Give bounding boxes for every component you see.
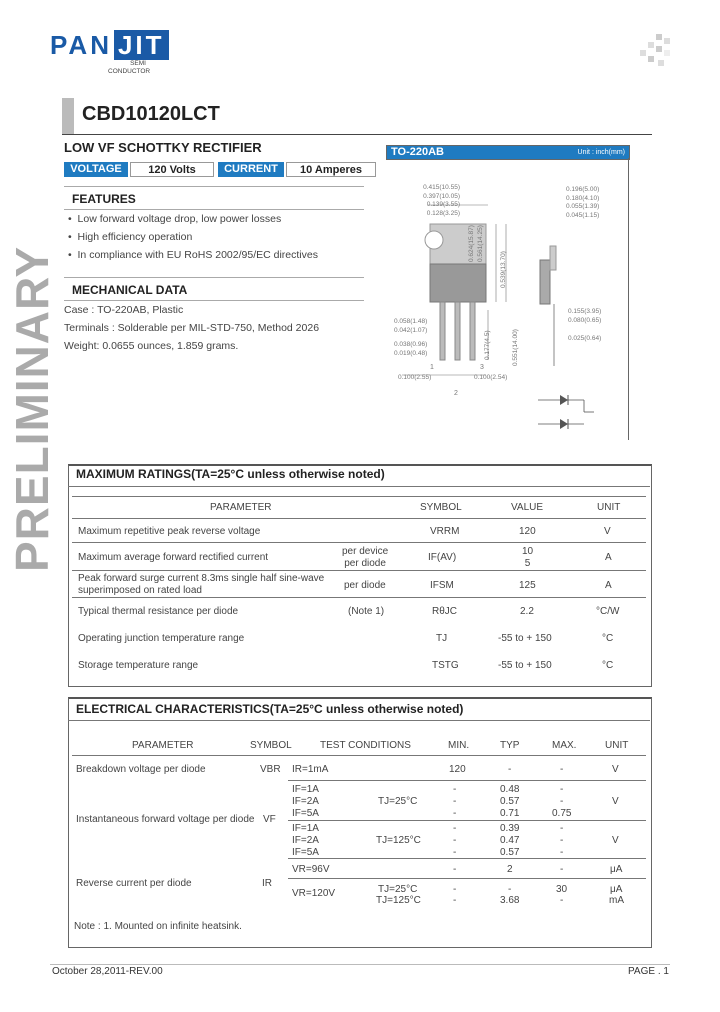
ec-header-parameter: PARAMETER: [132, 740, 194, 751]
ec-forward-typ: 0.57: [500, 796, 520, 807]
mr-row-symbol: RθJC: [432, 606, 458, 617]
brand-name-pan: PAN: [50, 30, 112, 60]
ec-reverse-temp: TJ=25°C: [378, 884, 418, 895]
mr-row-symbol: IFSM: [430, 580, 454, 591]
ec-breakdown-cond: IR=1mA: [292, 764, 329, 775]
ec-row-rule: [288, 878, 646, 879]
dim-label-lead-height: 0.539(13.70): [500, 251, 507, 288]
ec-header-test-conditions: TEST CONDITIONS: [320, 740, 411, 751]
ec-breakdown-max: -: [560, 764, 564, 775]
ec-forward-cond: IF=5A: [292, 847, 319, 858]
ec-forward-temp: TJ=25°C: [378, 796, 418, 807]
ec-row-rule: [288, 858, 646, 859]
ec-forward-min: -: [453, 823, 457, 834]
ec-header-typ: TYP: [500, 740, 520, 751]
features-list: [68, 210, 318, 264]
feature-item: • High efficiency operation: [68, 231, 193, 243]
mr-row-rule: [72, 597, 646, 598]
ec-header-symbol: SYMBOL: [250, 740, 292, 751]
ec-forward-min: -: [453, 847, 457, 858]
mechanical-heading: MECHANICAL DATA: [72, 283, 188, 297]
mr-row-value: 2.2: [520, 606, 534, 617]
dim-label-total-height: 0.551(14.00): [512, 329, 519, 366]
dim-label-pitch-a: 0.100(2.55): [398, 374, 432, 381]
ec-reverse-max: -: [560, 864, 564, 875]
ec-reverse-min: -: [453, 895, 457, 906]
ec-forward-typ: 0.47: [500, 835, 520, 846]
ec-reverse-typ: -: [508, 884, 512, 895]
title-tab: [62, 98, 74, 134]
ec-breakdown-min: 120: [449, 764, 466, 775]
ec-forward-cond: IF=5A: [292, 808, 319, 819]
ec-reverse-cond: VR=96V: [292, 864, 330, 875]
mechanical-item: Weight: 0.0655 ounces, 1.859 grams.: [64, 340, 239, 352]
mr-row-param: Peak forward surge current 8.3ms single half sine-wave superimposed on rated load: [78, 573, 325, 596]
mr-row-value: -55 to + 150: [498, 660, 552, 671]
brand-name-jit: JIT: [114, 30, 169, 60]
dim-labels-right: 0.196(5.00) 0.180(4.10) 0.055(1.39) 0.045(1.15): [566, 186, 600, 219]
part-number: CBD10120LCT: [82, 103, 220, 125]
mechanical-item: Case : TO-220AB, Plastic: [64, 304, 184, 316]
footnote: Note : 1. Mounted on infinite heatsink.: [74, 921, 242, 932]
ec-reverse-min: -: [453, 864, 457, 875]
ec-reverse-min: -: [453, 884, 457, 895]
product-subtitle: LOW VF SCHOTTKY RECTIFIER: [64, 140, 262, 155]
ec-reverse-temp: TJ=125°C: [376, 895, 421, 906]
current-label: CURRENT: [218, 162, 284, 177]
max-ratings-title: MAXIMUM RATINGS(TA=25°C unless otherwise noted): [76, 467, 385, 481]
max-ratings-top-rule: [72, 496, 646, 497]
ec-row-rule: [288, 820, 646, 821]
dim-labels-bottom-left: 0.058(1.48) 0.042(1.07) 0.038(0.96) 0.019(0.48): [394, 318, 428, 357]
mr-row-symbol: TSTG: [432, 660, 459, 671]
ec-row-rule: [288, 780, 646, 781]
ec-forward-cond: IF=2A: [292, 796, 319, 807]
ec-forward-max: -: [560, 835, 564, 846]
ec-reverse-max: -: [560, 895, 564, 906]
mr-header-unit: UNIT: [597, 502, 621, 513]
mr-header-parameter: PARAMETER: [210, 502, 272, 513]
mr-row-value: 120: [519, 526, 536, 537]
ec-forward-min: -: [453, 784, 457, 795]
dim-label-pitch-b: 0.100(2.54): [474, 374, 508, 381]
mr-row-param: Storage temperature range: [78, 660, 199, 671]
ec-reverse-param: Reverse current per diode: [76, 878, 192, 889]
ec-breakdown-typ: -: [508, 764, 512, 775]
ec-forward-max: -: [560, 796, 564, 807]
preliminary-watermark: PRELIMINARY: [6, 245, 58, 572]
ec-reverse-unit: mA: [609, 895, 624, 906]
mr-row-unit: V: [604, 526, 611, 537]
package-unit: Unit : inch(mm): [577, 149, 625, 156]
ec-forward-max: -: [560, 784, 564, 795]
mr-row-param: Maximum repetitive peak reverse voltage: [78, 526, 261, 537]
mr-row-symbol: IF(AV): [428, 552, 457, 563]
dim-labels-left: 0.415(10.55) 0.397(10.05) 0.139(3.55) 0.128(3.25): [423, 184, 460, 217]
current-value: 10 Amperes: [286, 162, 376, 177]
mechanical-item: Terminals : Solderable per MIL-STD-750, Method 2026: [64, 322, 320, 334]
mr-row-symbol: TJ: [436, 633, 448, 644]
max-ratings-title-rule: [68, 486, 650, 487]
mr-header-value: VALUE: [511, 502, 544, 513]
ec-header-unit: UNIT: [605, 740, 629, 751]
ec-header-min: MIN.: [448, 740, 470, 751]
voltage-value: 120 Volts: [130, 162, 214, 177]
dim-label-lead-length: 0.177(4.5): [484, 330, 491, 360]
ec-forward-unit: V: [612, 835, 619, 846]
features-heading: FEATURES: [72, 192, 136, 206]
ec-header-rule: [72, 755, 646, 756]
ec-forward-cond: IF=1A: [292, 823, 319, 834]
ec-forward-symbol: VF: [263, 814, 276, 825]
mr-row-param: Typical thermal resistance per diode: [78, 606, 239, 617]
feature-item: • Low forward voltage drop, low power losses: [68, 213, 282, 225]
mechanical-list: [64, 301, 319, 355]
ec-forward-typ: 0.39: [500, 823, 520, 834]
mr-row-note: (Note 1): [348, 606, 385, 617]
ec-breakdown-param: Breakdown voltage per diode: [76, 764, 206, 775]
mr-row-rule: [72, 570, 646, 571]
brand-logo: [50, 30, 169, 61]
ec-forward-min: -: [453, 835, 457, 846]
mr-row-param: Operating junction temperature range: [78, 633, 245, 644]
mr-row-unit: °C: [602, 633, 614, 644]
ec-reverse-typ: 3.68: [500, 895, 520, 906]
electrical-title: ELECTRICAL CHARACTERISTICS(TA=25°C unless otherwise noted): [76, 702, 464, 716]
decorative-dots-icon: [636, 34, 670, 68]
brand-sub-line2: CONDUCTOR: [108, 68, 151, 75]
package-name: TO-220AB: [391, 146, 444, 158]
mr-row-value: -55 to + 150: [498, 633, 552, 644]
max-ratings-header-rule: [72, 518, 646, 519]
ec-forward-max: 0.75: [552, 808, 572, 819]
dim-labels-side: 0.155(3.95) 0.080(0.65) 0.025(0.64): [568, 308, 602, 342]
pin-label-1: 1: [430, 364, 434, 371]
ec-forward-unit: V: [612, 796, 619, 807]
ec-forward-cond: IF=1A: [292, 784, 319, 795]
ec-reverse-unit: μA: [610, 884, 623, 895]
ec-forward-min: -: [453, 796, 457, 807]
ec-reverse-max: 30: [556, 884, 568, 895]
ec-reverse-unit: μA: [610, 864, 623, 875]
footer-rule: [50, 964, 670, 965]
mr-row-rule: [72, 542, 646, 543]
mr-row-note: per device per diode: [342, 546, 389, 569]
ec-forward-max: -: [560, 847, 564, 858]
ec-forward-typ: 0.71: [500, 808, 520, 819]
pin-label-2: 2: [454, 390, 458, 397]
brand-subtitle: [108, 60, 150, 76]
ec-forward-min: -: [453, 808, 457, 819]
dim-label-body-height: 0.624(15.87) 0.561(14.25): [468, 225, 484, 262]
pin-label-3: 3: [480, 364, 484, 371]
mr-row-param: Maximum average forward rectified current: [78, 552, 269, 563]
mr-row-symbol: VRRM: [430, 526, 460, 537]
ec-forward-temp: TJ=125°C: [376, 835, 421, 846]
mr-row-unit: A: [605, 552, 612, 563]
mr-row-unit: °C/W: [596, 606, 620, 617]
ec-breakdown-symbol: VBR: [260, 764, 281, 775]
ec-breakdown-unit: V: [612, 764, 619, 775]
voltage-label: VOLTAGE: [64, 162, 128, 177]
mr-header-symbol: SYMBOL: [420, 502, 462, 513]
ec-forward-typ: 0.57: [500, 847, 520, 858]
ec-reverse-typ: 2: [507, 864, 513, 875]
ec-forward-typ: 0.48: [500, 784, 520, 795]
ec-reverse-cond: VR=120V: [292, 888, 336, 899]
electrical-title-rule: [68, 720, 650, 721]
mr-row-unit: A: [605, 580, 612, 591]
ec-forward-cond: IF=2A: [292, 835, 319, 846]
mr-row-unit: °C: [602, 660, 614, 671]
footer-page: PAGE . 1: [628, 966, 669, 977]
ec-forward-param: Instantaneous forward voltage per diode: [76, 814, 255, 825]
ec-reverse-symbol: IR: [262, 878, 272, 889]
mr-row-value: 125: [519, 580, 536, 591]
brand-sub-line1: SEMI: [130, 60, 146, 67]
footer-date: October 28,2011-REV.00: [52, 966, 163, 977]
feature-item: • In compliance with EU RoHS 2002/95/EC directives: [68, 249, 318, 261]
mr-row-value: 10 5: [522, 546, 534, 569]
ec-forward-max: -: [560, 823, 564, 834]
mr-row-note: per diode: [344, 580, 386, 591]
ec-header-max: MAX.: [552, 740, 577, 751]
